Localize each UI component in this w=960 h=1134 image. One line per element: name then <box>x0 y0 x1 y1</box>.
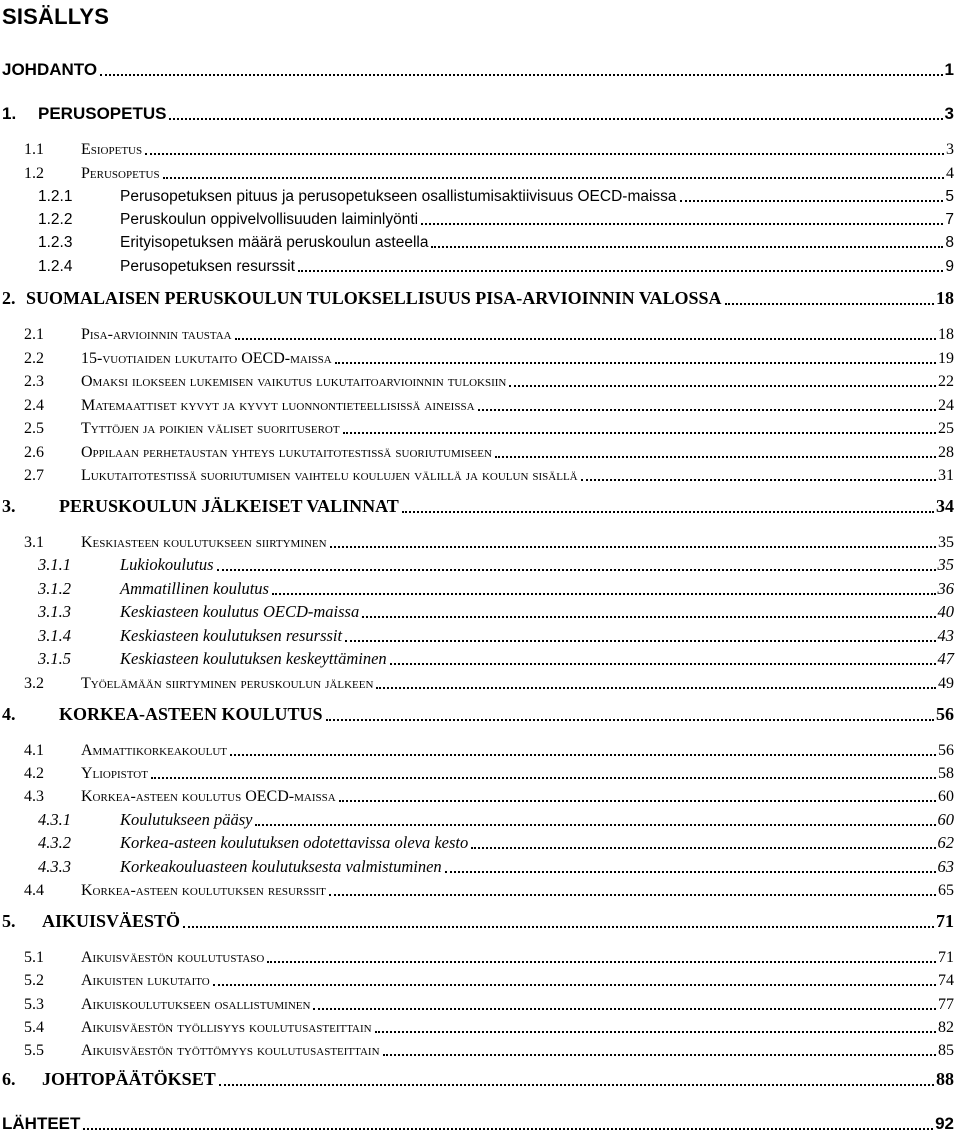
dot-leader <box>83 1128 933 1130</box>
toc-entry-page: 60 <box>938 788 954 805</box>
toc-entry[interactable] <box>38 228 954 252</box>
toc-entry[interactable] <box>2 701 954 725</box>
toc-entry-page: 63 <box>937 857 954 876</box>
toc-entry-label: Aikuisten lukutaito <box>81 972 210 989</box>
toc-entry-page: 85 <box>938 1042 954 1059</box>
toc-entry-label: Ammattikorkeakoulut <box>81 742 227 759</box>
toc-entry-page: 3 <box>946 141 954 158</box>
toc-entry-label: SUOMALAISEN PERUSKOULUN TULOKSELLISUUS PISA-ARVIOINNIN VALOSSA <box>26 288 722 308</box>
toc-entry-number: 3.2 <box>24 675 44 692</box>
toc-entry-label: Aikuiskoulutukseen osallistuminen <box>81 996 311 1013</box>
toc-entry-number: 2.4 <box>24 397 44 414</box>
toc-entry-number: 1.2.1 <box>38 188 73 205</box>
toc-entry-label: Aikuisväestön koulutustaso <box>81 949 265 966</box>
toc-entry-number: 3.1.1 <box>38 555 71 574</box>
toc-entry-label: Korkea-asteen koulutuksen resurssit <box>81 882 326 899</box>
dot-leader <box>402 511 934 513</box>
toc-entry-page: 62 <box>937 833 954 852</box>
toc-entry-page: 71 <box>936 911 954 931</box>
dot-leader <box>478 409 936 411</box>
toc-entry[interactable] <box>24 759 954 783</box>
toc-entry-page: 25 <box>938 420 954 437</box>
dot-leader <box>298 270 943 272</box>
toc-entry[interactable] <box>24 344 954 368</box>
toc-entry[interactable] <box>24 1013 954 1037</box>
toc-entry-page: 18 <box>938 326 954 343</box>
toc-entry-number: 2.1 <box>24 326 44 343</box>
toc-entry-page: 92 <box>935 1114 954 1133</box>
dot-leader <box>362 616 935 618</box>
toc-entry-label: Peruskoulun oppivelvollisuuden laiminlyönti <box>120 211 419 228</box>
toc-entry-number: 1.1 <box>24 141 44 158</box>
toc-entry-number: 3.1.3 <box>38 602 71 621</box>
toc-entry-number: 2.3 <box>24 373 44 390</box>
toc-entry-page: 40 <box>937 602 954 621</box>
toc-entry[interactable] <box>2 1110 954 1134</box>
toc-entry[interactable] <box>24 782 954 806</box>
toc-entry-page: 22 <box>938 373 954 390</box>
toc-entry[interactable] <box>2 1066 954 1090</box>
dot-leader <box>235 338 936 340</box>
dot-leader <box>343 432 936 434</box>
dot-leader <box>495 456 936 458</box>
toc-entry-page: 19 <box>938 350 954 367</box>
toc-entry-number: 5.5 <box>24 1042 44 1059</box>
toc-entry-page: 3 <box>944 104 954 123</box>
toc-entry-page: 5 <box>945 188 954 205</box>
toc-entry[interactable] <box>38 205 954 229</box>
dot-leader <box>326 719 934 721</box>
toc-entry-label: Esiopetus <box>81 141 143 158</box>
toc-entry[interactable] <box>24 391 954 415</box>
toc-entry[interactable] <box>24 943 954 967</box>
dot-leader <box>581 479 936 481</box>
dot-leader <box>383 1054 936 1056</box>
toc-entry-label: Omaksi ilokseen lukemisen vaikutus lukutaitoarvioinnin tuloksiin <box>81 373 507 390</box>
toc-entry[interactable] <box>24 876 954 900</box>
toc-entry-number: 2.7 <box>24 467 44 484</box>
toc-entry[interactable] <box>38 252 954 276</box>
toc-entry[interactable] <box>2 285 954 309</box>
toc-entry-number: 4.3.2 <box>38 833 71 852</box>
dot-leader <box>390 663 936 665</box>
toc-entry[interactable] <box>38 853 954 877</box>
dot-leader <box>230 754 936 756</box>
toc-entry-label: Korkeakouluasteen koulutuksesta valmistuminen <box>120 857 442 876</box>
toc-entry-page: 77 <box>938 996 954 1013</box>
toc-entry-number: 2.2 <box>24 350 44 367</box>
toc-entry[interactable] <box>24 1036 954 1060</box>
toc-entry-label: PERUSKOULUN JÄLKEISET VALINNAT <box>59 496 399 516</box>
toc-entry[interactable] <box>24 461 954 485</box>
toc-entry-label: Oppilaan perhetaustan yhteys lukutaitotestissä suoriutumiseen <box>81 444 492 461</box>
toc-entry-label: Lukutaitotestissä suoriutumisen vaihtelu koulujen välillä ja koulun sisällä <box>81 467 578 484</box>
toc-entry-number: 3.1 <box>24 534 44 551</box>
toc-entry-label: Keskiasteen koulutuksen keskeyttäminen <box>120 649 387 668</box>
toc-entry-label: Työelämään siirtyminen peruskoulun jälkeen <box>81 675 374 692</box>
dot-leader <box>431 246 943 248</box>
toc-entry-page: 82 <box>938 1019 954 1036</box>
toc-entry[interactable] <box>38 829 954 853</box>
toc-entry-page: 43 <box>937 626 954 645</box>
toc-entry-page: 65 <box>938 882 954 899</box>
toc-entry[interactable] <box>24 135 954 159</box>
toc-entry[interactable] <box>24 438 954 462</box>
dot-leader <box>272 593 936 595</box>
toc-entry-label: Koulutukseen pääsy <box>120 810 253 829</box>
toc-entry-label: Ammatillinen koulutus <box>120 579 269 598</box>
toc-entry[interactable] <box>38 182 954 206</box>
toc-entry-label: Tyttöjen ja poikien väliset suorituserot <box>81 420 340 437</box>
toc-title: SISÄLLYS <box>2 4 110 29</box>
toc-entry-label: JOHDANTO <box>2 60 98 79</box>
toc-entry[interactable] <box>2 100 954 124</box>
toc-entry-number: 4.3.1 <box>38 810 71 829</box>
toc-entry-label: PERUSOPETUS <box>38 104 167 123</box>
toc-entry-label: LÄHTEET <box>2 1114 81 1133</box>
toc-entry[interactable] <box>24 528 954 552</box>
dot-leader <box>725 303 934 305</box>
dot-leader <box>169 118 942 120</box>
toc-entry-number: 3.1.4 <box>38 626 71 645</box>
toc-entry-number: 1.2.2 <box>38 211 73 228</box>
toc-entry-page: 56 <box>936 704 954 724</box>
toc-entry-page: 56 <box>938 742 954 759</box>
dot-leader <box>509 385 936 387</box>
toc-entry[interactable] <box>24 736 954 760</box>
toc-entry[interactable] <box>24 320 954 344</box>
toc-entry-number: 3.1.2 <box>38 579 71 598</box>
toc-entry-label: Perusopetuksen pituus ja perusopetukseen osallistumisaktiivisuus OECD-maissa <box>120 188 677 205</box>
dot-leader <box>375 1031 936 1033</box>
toc-entry-number: 4. <box>2 704 16 724</box>
toc-entry-label: Erityisopetuksen määrä peruskoulun asteella <box>120 234 429 251</box>
dot-leader <box>345 640 935 642</box>
dot-leader <box>100 74 942 76</box>
toc-entry-label: Keskiasteen koulutukseen siirtyminen <box>81 534 327 551</box>
toc-entry-page: 1 <box>944 60 954 79</box>
dot-leader <box>471 847 935 849</box>
toc-entry-page: 35 <box>938 534 954 551</box>
toc-entry-page: 36 <box>937 579 954 598</box>
toc-entry-number: 5.1 <box>24 949 44 966</box>
toc-entry[interactable] <box>38 806 954 830</box>
toc-entry-number: 4.4 <box>24 882 44 899</box>
toc-entry-number: 4.2 <box>24 765 44 782</box>
toc-entry-number: 3. <box>2 496 16 516</box>
toc-entry-number: 2. <box>2 288 16 308</box>
toc-entry-label: Perusopetuksen resurssit <box>120 258 295 275</box>
toc-entry[interactable] <box>24 669 954 693</box>
toc-entry-label: KORKEA-ASTEEN KOULUTUS <box>59 704 323 724</box>
toc-entry-page: 24 <box>938 397 954 414</box>
toc-entry-number: 5. <box>2 911 16 931</box>
toc-entry-number: 4.3.3 <box>38 857 71 876</box>
toc-entry-label: Lukiokoulutus <box>120 555 214 574</box>
dot-leader <box>376 687 936 689</box>
dot-leader <box>217 569 936 571</box>
toc-entry[interactable] <box>24 159 954 183</box>
dot-leader <box>255 824 935 826</box>
toc-entry[interactable] <box>38 598 954 622</box>
dot-leader <box>267 961 936 963</box>
dot-leader <box>219 1084 934 1086</box>
toc-entry-page: 31 <box>938 467 954 484</box>
toc-entry[interactable] <box>24 367 954 391</box>
toc-entry-number: 1.2.4 <box>38 258 73 275</box>
toc-entry[interactable] <box>38 645 954 669</box>
toc-entry-label: Keskiasteen koulutus OECD-maissa <box>120 602 360 621</box>
toc-entry-label: Korkea-asteen koulutuksen odotettavissa oleva kesto <box>120 833 469 852</box>
toc-entry[interactable] <box>38 551 954 575</box>
toc-entry-number: 1.2 <box>24 165 44 182</box>
dot-leader <box>330 546 936 548</box>
toc-entry-number: 3.1.5 <box>38 649 71 668</box>
toc-entry-label: Keskiasteen koulutuksen resurssit <box>120 626 343 645</box>
toc-entry[interactable] <box>38 622 954 646</box>
toc-entry-number: 1.2.3 <box>38 234 73 251</box>
toc-entry-page: 28 <box>938 444 954 461</box>
dot-leader <box>163 177 944 179</box>
dot-leader <box>445 871 936 873</box>
toc-entry-label: Korkea-asteen koulutus OECD-maissa <box>81 788 336 805</box>
toc-entry-page: 4 <box>946 165 954 182</box>
toc-entry[interactable] <box>2 908 954 932</box>
toc-entry-page: 60 <box>937 810 954 829</box>
toc-entry[interactable] <box>24 990 954 1014</box>
toc-entry-label: Pisa-arvioinnin taustaa <box>81 326 232 343</box>
toc-entry-number: 4.3 <box>24 788 44 805</box>
dot-leader <box>151 777 936 779</box>
toc-entry-label: 15-vuotiaiden lukutaito OECD-maissa <box>81 350 332 367</box>
toc-entry-number: 2.6 <box>24 444 44 461</box>
dot-leader <box>329 894 936 896</box>
toc-entry-page: 74 <box>938 972 954 989</box>
dot-leader <box>145 153 944 155</box>
toc-entry-label: Matemaattiset kyvyt ja kyvyt luonnontieteellisissä aineissa <box>81 397 475 414</box>
toc-entry-number: 2.5 <box>24 420 44 437</box>
toc-entry[interactable] <box>24 414 954 438</box>
toc-entry-page: 9 <box>945 258 954 275</box>
dot-leader <box>339 800 936 802</box>
toc-entry-page: 18 <box>936 288 954 308</box>
dot-leader <box>335 362 936 364</box>
toc-entry-label: Aikuisväestön työllisyys koulutusasteittain <box>81 1019 372 1036</box>
toc-entry-page: 34 <box>936 496 954 516</box>
dot-leader <box>213 984 936 986</box>
toc-entry[interactable] <box>24 966 954 990</box>
toc-entry-number: 5.3 <box>24 996 44 1013</box>
toc-entry-number: 5.4 <box>24 1019 44 1036</box>
toc-entry-page: 35 <box>937 555 954 574</box>
toc-entry-page: 71 <box>938 949 954 966</box>
dot-leader <box>680 200 944 202</box>
toc-entry-number: 5.2 <box>24 972 44 989</box>
toc-entry-label: Perusopetus <box>81 165 160 182</box>
toc-entry-page: 88 <box>936 1069 954 1089</box>
toc-entry-number: 4.1 <box>24 742 44 759</box>
toc-entry[interactable] <box>2 493 954 517</box>
toc-entry-label: Aikuisväestön työttömyys koulutusasteittain <box>81 1042 380 1059</box>
dot-leader <box>313 1008 936 1010</box>
toc-entry[interactable] <box>38 575 954 599</box>
toc-entry-page: 7 <box>945 211 954 228</box>
toc-entry-page: 49 <box>938 675 954 692</box>
dot-leader <box>183 926 934 928</box>
toc-entry-number: 1. <box>2 104 17 123</box>
toc-entry-label: JOHTOPÄÄTÖKSET <box>42 1069 216 1089</box>
toc-entry-number: 6. <box>2 1069 16 1089</box>
toc-entry-page: 8 <box>945 234 954 251</box>
toc-entry-label: Yliopistot <box>81 765 148 782</box>
toc-entry-page: 47 <box>937 649 954 668</box>
toc-entry-page: 58 <box>938 765 954 782</box>
toc-entry-label: AIKUISVÄESTÖ <box>42 911 181 931</box>
toc-entry[interactable] <box>2 56 954 80</box>
dot-leader <box>421 223 943 225</box>
